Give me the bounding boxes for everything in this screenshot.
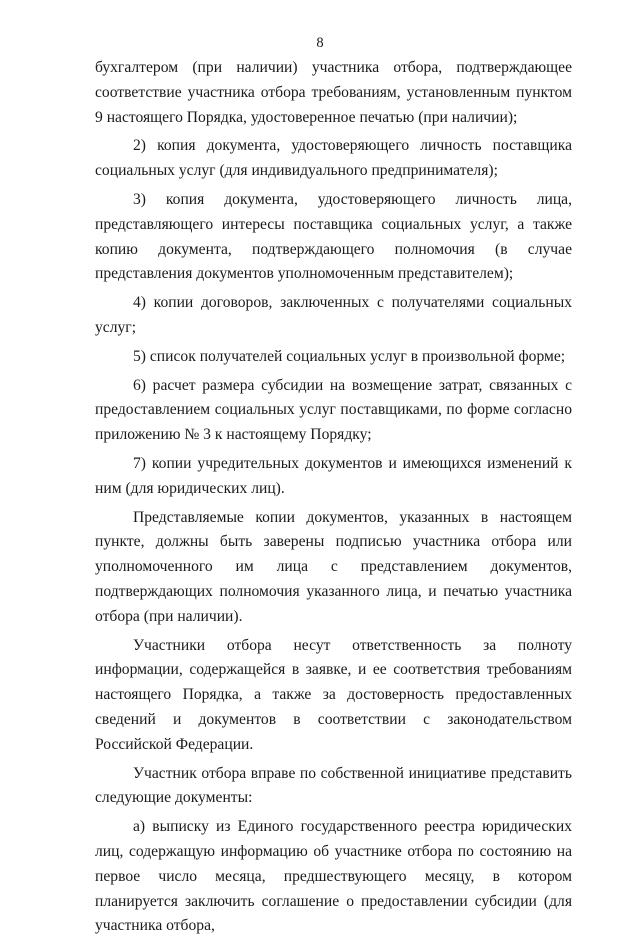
paragraph-10: Участник отбора вправе по собственной инициативе представить следующие документы: <box>95 764 572 807</box>
document-body <box>95 56 572 939</box>
paragraph-2: 2) копия документа, удостоверяющего личность поставщика социальных услуг (для индивидуального предпринимателя); <box>95 137 572 180</box>
paragraph-1: бухгалтером (при наличии) участника отбора, подтверждающее соответствие участника отбора требованиям, установленным пунктом 9 настоящего Порядка, удостоверенное печатью (при наличии); <box>95 59 572 126</box>
paragraph-8: Представляемые копии документов, указанных в настоящем пункте, должны быть заверены подписью участника отбора или уполномоченного им лица с представлением документов, подтверждающих полномочия указанного лица, и печатью участника отбора (при наличии). <box>95 508 572 625</box>
paragraph-11: а) выписку из Единого государственного реестра юридических лиц, содержащую информацию об участнике отбора по состоянию на первое число месяца, предшествующего месяцу, в котором планируется заключить соглашение о предоставлении субсидии (для участника отбора, <box>95 818 572 935</box>
paragraph-6: 6) расчет размера субсидии на возмещение затрат, связанных с предоставлением социальных услуг поставщиками, по форме согласно приложению № 3 к настоящему Порядку; <box>95 376 572 444</box>
paragraph-9: Участники отбора несут ответственность за полноту информации, содержащейся в заявке, и ее соответствия требованиям настоящего Порядка, а также за достоверность предоставленных сведений и документов в соответствии с законодательством Российской Федерации. <box>95 636 572 753</box>
paragraph-5: 5) список получателей социальных услуг в произвольной форме; <box>133 347 566 365</box>
paragraph-3: 3) копия документа, удостоверяющего личность лица, представляющего интересы поставщика социальных услуг, а также копию документа, подтверждающего полномочия (в случае представления документов уполномоченным представителем); <box>95 190 572 283</box>
page-number: 8 <box>316 35 324 51</box>
paragraph-7: 7) копии учредительных документов и имеющихся изменений к ним (для юридических лиц). <box>95 454 572 497</box>
paragraph-4: 4) копии договоров, заключенных с получателями социальных услуг; <box>95 294 572 336</box>
